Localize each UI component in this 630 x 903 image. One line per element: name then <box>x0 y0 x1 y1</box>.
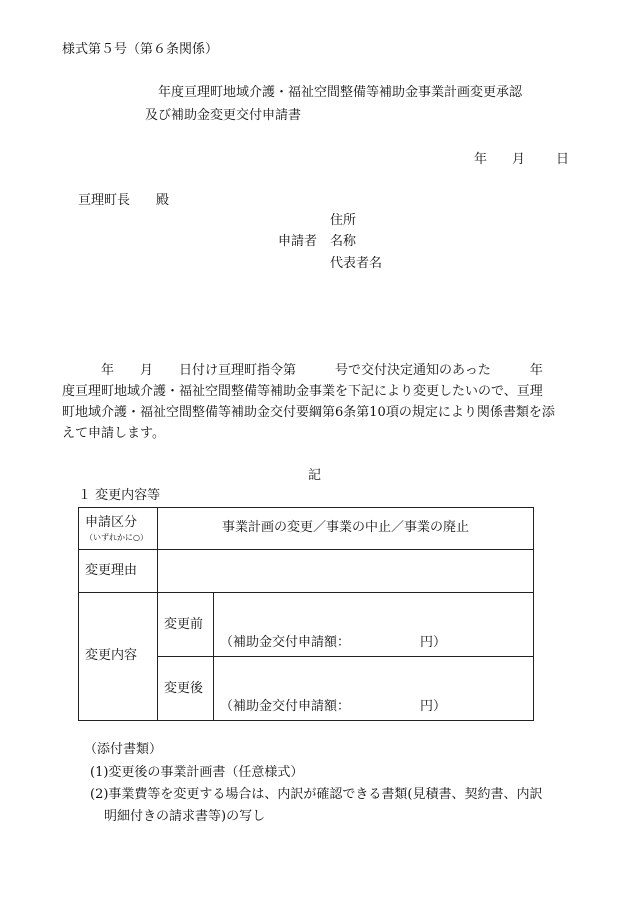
applicant-label: 申請者 <box>278 234 318 249</box>
body-line: えて申請します。 <box>62 426 165 441</box>
date-day-label: 日 <box>556 152 570 167</box>
after-amount-unit: 円） <box>420 699 447 715</box>
attachment-item: (1)変更後の事業計画書（任意様式） <box>90 765 304 780</box>
address-label: 住所 <box>330 213 357 228</box>
section-heading: １ 変更内容等 <box>78 488 161 503</box>
ki-heading: 記 <box>308 468 322 483</box>
representative-label: 代表者名 <box>330 256 383 271</box>
attachments-heading: （添付書類） <box>84 742 163 757</box>
document-title-line2: 及び補助金変更交付申請書 <box>145 108 302 123</box>
addressee: 亘理町長 殿 <box>78 193 170 208</box>
after-amount-label: （補助金交付申請額： <box>220 699 351 715</box>
attachment-item: (2)事業費等を変更する場合は、内訳が確認できる書類(見積書、契約書、内訳 <box>90 787 543 802</box>
form-number: 様式第５号（第６条関係） <box>62 42 219 57</box>
before-amount-label: （補助金交付申請額： <box>220 635 351 651</box>
body-line: 年 月 日付け亘理町指令第 号で交付決定通知のあった 年 <box>62 363 543 378</box>
change-content-label: 変更内容 <box>79 593 158 721</box>
application-type-label-cell <box>79 508 158 550</box>
body-paragraph <box>62 360 572 444</box>
date-year-label: 年 <box>474 152 488 167</box>
name-label: 名称 <box>330 234 357 249</box>
date-month-label: 月 <box>512 152 526 167</box>
change-details-table <box>78 507 534 721</box>
application-type-label: 申請区分 <box>85 514 138 530</box>
before-amount-unit: 円） <box>420 635 447 651</box>
application-type-value[interactable]: 事業計画の変更／事業の中止／事業の廃止 <box>158 508 534 550</box>
application-type-note: （いずれかに○） <box>85 532 148 542</box>
change-reason-field[interactable] <box>158 550 534 593</box>
document-title-line1: 年度亘理町地域介護・福祉空間整備等補助金事業計画変更承認 <box>158 85 523 100</box>
before-field[interactable] <box>214 593 534 657</box>
after-label: 変更後 <box>158 657 214 721</box>
body-line: 町地域介護・福祉空間整備等補助金交付要綱第6条第10項の規定により関係書類を添 <box>62 405 555 420</box>
after-field[interactable] <box>214 657 534 721</box>
change-reason-label: 変更理由 <box>79 550 158 593</box>
body-line: 度亘理町地域介護・福祉空間整備等補助金事業を下記により変更したいので、亘理 <box>62 384 543 399</box>
before-label: 変更前 <box>158 593 214 657</box>
attachment-item-continued: 明細付きの請求書等)の写し <box>104 809 266 824</box>
